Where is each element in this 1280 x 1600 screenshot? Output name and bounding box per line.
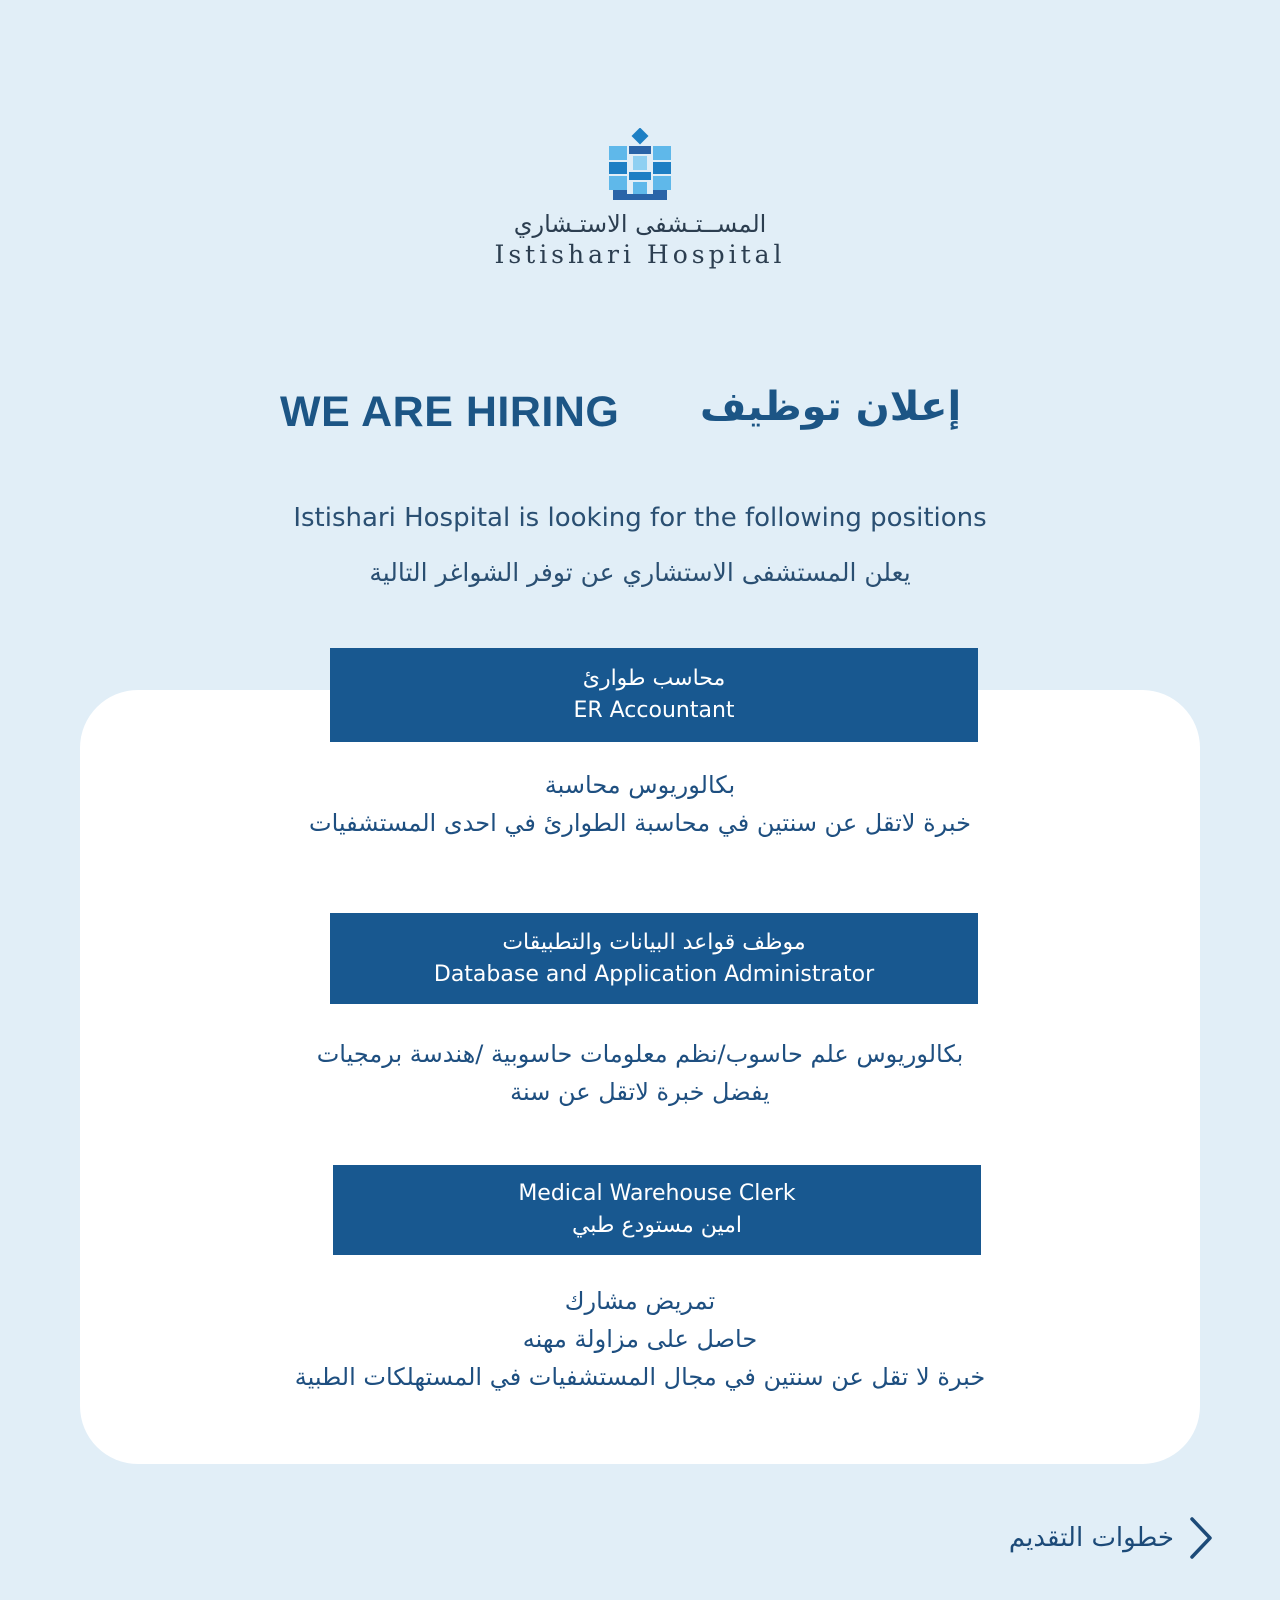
job-title-box — [330, 913, 978, 1004]
job-requirements — [0, 1035, 1280, 1111]
job-title-box — [330, 648, 978, 742]
headline-english: WE ARE HIRING — [280, 388, 620, 436]
job-title-line: Medical Warehouse Clerk — [518, 1181, 796, 1206]
headline-arabic: إعلان توظيف — [700, 384, 962, 430]
requirement-item: يفضل خبرة لاتقل عن سنة — [510, 1078, 770, 1106]
job-title-line: امين مستودع طبي — [571, 1213, 743, 1238]
job-title-box — [333, 1165, 981, 1255]
logo-arabic-name: المســتـشفى الاستـشاري — [513, 210, 767, 238]
requirement-item: تمريض مشارك — [564, 1287, 716, 1315]
requirement-item: بكالوريوس محاسبة — [544, 771, 736, 799]
hospital-logo-icon — [605, 128, 675, 204]
job-requirements — [0, 1282, 1280, 1396]
headline — [0, 384, 1280, 444]
logo-english-name: Istishari Hospital — [494, 240, 786, 269]
job-requirements — [0, 766, 1280, 842]
job-title-line: Database and Application Administrator — [433, 961, 875, 987]
job-title-line: موظف قواعد البيانات والتطبيقات — [502, 929, 806, 955]
requirement-item: بكالوريوس علم حاسوب/نظم معلومات حاسوبية /هندسة برمجيات — [316, 1040, 964, 1068]
application-steps-label: خطوات التقديم — [1008, 1523, 1174, 1553]
requirement-item: خبرة لاتقل عن سنتين في محاسبة الطوارئ في احدى المستشفيات — [309, 809, 971, 837]
requirement-item: حاصل على مزاولة مهنه — [522, 1325, 758, 1353]
hospital-logo — [0, 128, 1280, 269]
requirement-item: خبرة لا تقل عن سنتين في مجال المستشفيات في المستهلكات الطبية — [294, 1363, 986, 1391]
intro-arabic: يعلن المستشفى الاستشاري عن توفر الشواغر التالية — [369, 558, 911, 587]
job-title-line: محاسب طوارئ — [582, 666, 726, 691]
application-steps-link[interactable] — [1009, 1516, 1214, 1560]
chevron-right-icon — [1188, 1516, 1214, 1560]
job-title-line: ER Accountant — [573, 698, 735, 723]
intro-english: Istishari Hospital is looking for the following positions — [293, 503, 987, 533]
